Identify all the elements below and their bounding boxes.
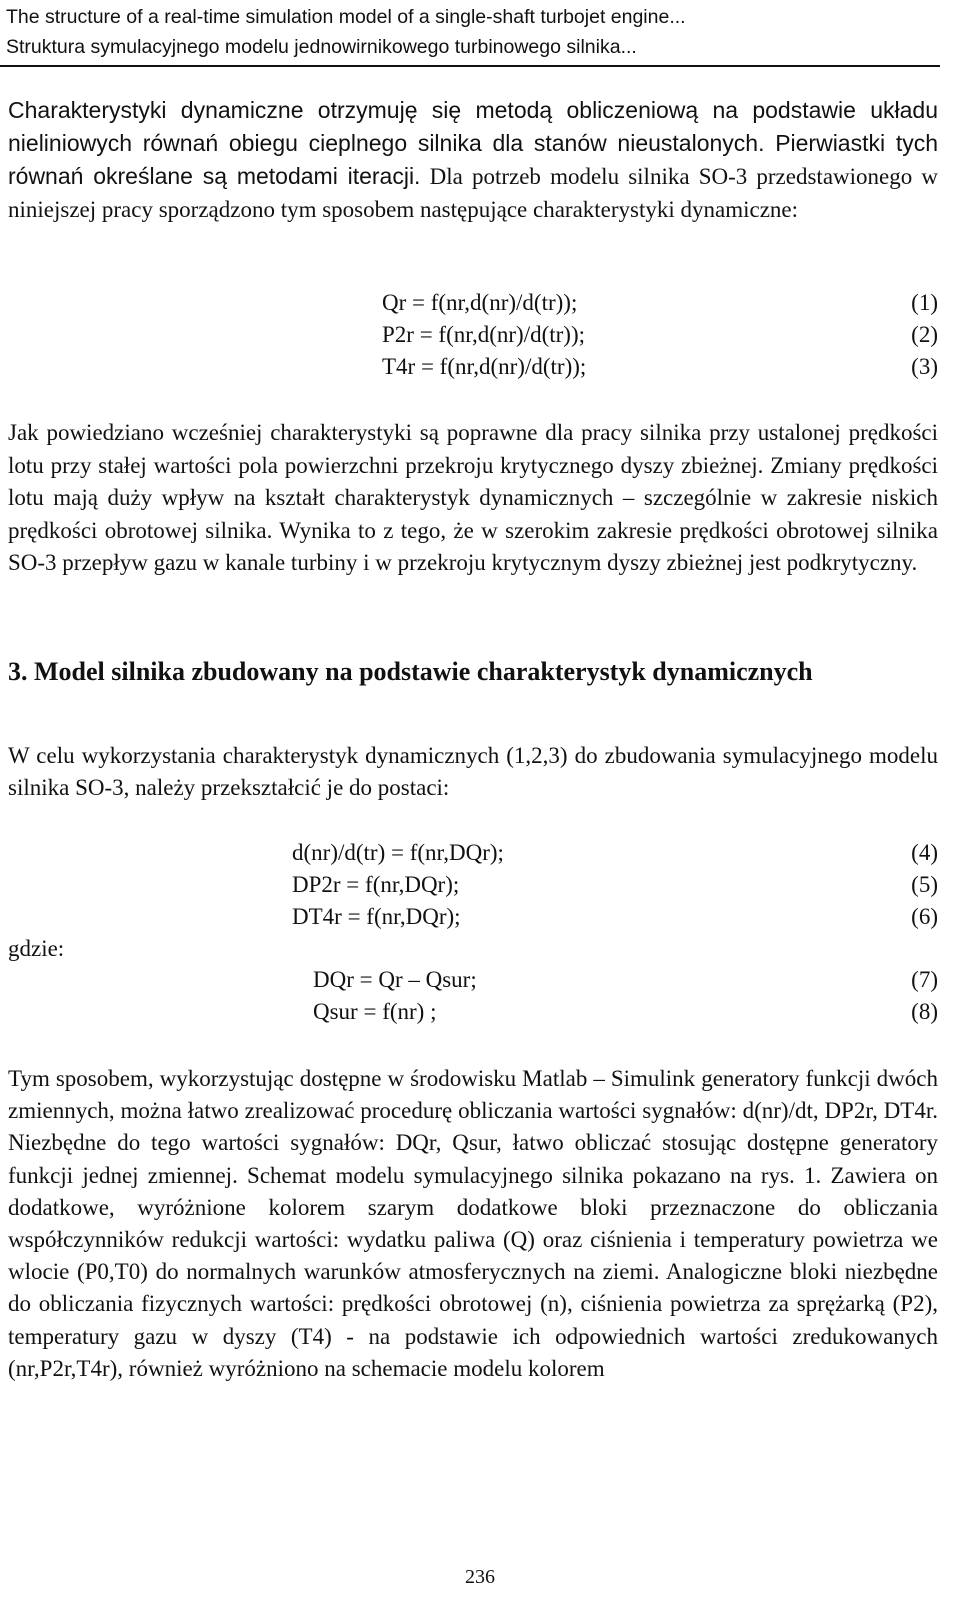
intro-sans-text: Charakterystyki dynamiczne otrzymuję się metodą obliczeniową na podstawie układu nieliniowych równań obiegu cieplnego silnika dla stanów nieustalonych. Pierwiastki tych równań określane są metodami iteracji. [8,97,938,189]
intro-paragraph [8,94,938,226]
paragraph-4 [8,1063,938,1385]
equation-6: DT4r = f(nr,DQr); [292,904,461,929]
paragraph-3-text: W celu wykorzystania charakterystyk dynamicznych (1,2,3) do zbudowania symulacyjnego modelu silnika SO-3, należy przekształcić je do postaci: [8,743,938,800]
equation-3: T4r = f(nr,d(nr)/d(tr)); [382,354,587,379]
equation-number-8: (8) [911,999,938,1024]
equation-2: P2r = f(nr,d(nr)/d(tr)); [382,322,586,347]
equation-number-7: (7) [911,967,938,992]
paragraph-2-text: Jak powiedziano wcześniej charakterystyki są poprawne dla pracy silnika przy ustalonej prędkości lotu przy stałej wartości pola powierzchni przekroju krytycznego dyszy zbieżnej. Zmiany prędkości lotu mają duży wpływ na kształt charakterystyk dynamicznych – szczególnie w zakresie niskich prędkości obrotowej silnika. Wynika to z tego, że w szerokim zakresie prędkości obrotowej silnika SO-3 przepływ gazu w kanale turbiny i w przekroju krytycznym dyszy zbieżnej jest podkrytyczny. [8,420,938,575]
equation-4: d(nr)/d(tr) = f(nr,DQr); [292,840,504,865]
equation-number-3: (3) [911,354,938,379]
section-title: 3. Model silnika zbudowany na podstawie charakterystyk dynamicznych [8,657,813,686]
equation-7: DQr = Qr – Qsur; [313,967,477,992]
page-number: 236 [465,1566,495,1588]
paragraph-4-text: Tym sposobem, wykorzystując dostępne w środowisku Matlab – Simulink generatory funkcji dwóch zmiennych, można łatwo zrealizować procedurę obliczania wartości sygnałów: d(nr)/dt, DP2r, DT4r. Niezbędne do tego wartości sygnałów: DQr, Qsur, łatwo obliczać stosując dostępne generatory funkcji jednej zmiennej. Schemat modelu symulacyjnego silnika pokazano na rys. 1. Zawiera on dodatkowe, wyróżnione kolorem szarym dodatkowe bloki przeznaczone do obliczania współczynników redukcji wartości: wydatku paliwa (Q) oraz ciśnienia i temperatury powietrza we wlocie (P0,T0) do normalnych warunków atmosferycznych na ziemi. Analogiczne bloki niezbędne do obliczania fizycznych wartości: prędkości obrotowej (n), ciśnienia powietrza za sprężarką (P2), temperatury gazu w dyszy (T4) - na podstawie ich odpowiednich wartości zredukowanych (nr,P2r,T4r), również wyróżniono na schemacie modelu kolorem [8,1066,938,1381]
header-rule [0,65,940,67]
equation-1: Qr = f(nr,d(nr)/d(tr)); [382,290,578,315]
equation-number-5: (5) [911,872,938,897]
equation-8: Qsur = f(nr) ; [313,999,437,1024]
equation-number-6: (6) [911,904,938,929]
paragraph-3 [8,740,938,804]
equation-5: DP2r = f(nr,DQr); [292,872,460,897]
gdzie-label: gdzie: [8,936,65,961]
running-header-line-1: The structure of a real-time simulation model of a single-shaft turbojet engine... [6,6,686,28]
equation-number-1: (1) [911,290,938,315]
equation-number-2: (2) [911,322,938,347]
running-header [6,2,946,62]
equation-number-4: (4) [911,840,938,865]
paragraph-2 [8,417,938,580]
intro-serif-text: Dla potrzeb modelu silnika SO-3 przedstawionego w niniejszej pracy sporządzono tym sposobem następujące charakterystyki dynamiczne: [8,164,938,222]
running-header-line-2: Struktura symulacyjnego modelu jednowirnikowego turbinowego silnika... [6,36,637,58]
